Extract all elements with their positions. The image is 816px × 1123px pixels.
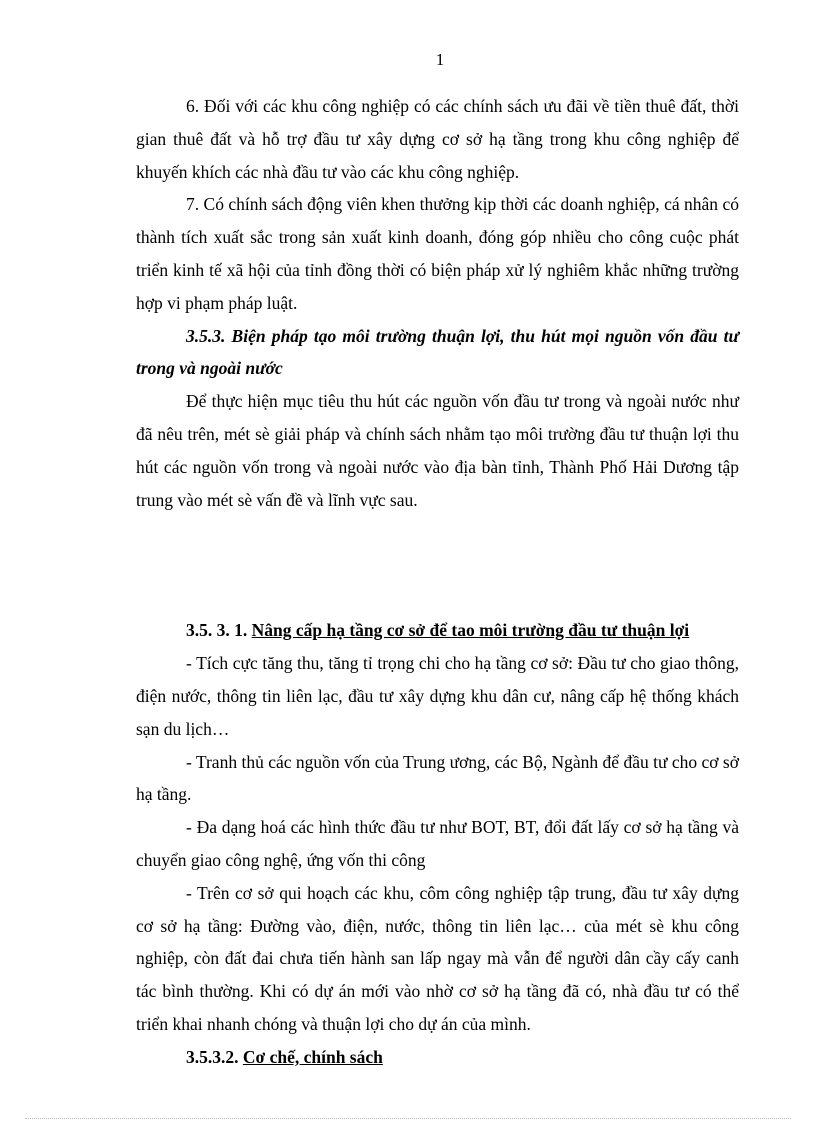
paragraph-policy-7: 7. Có chính sách động viên khen thưởng kịp thời các doanh nghiệp, cá nhân có thành tích xuất sắc trong sản xuất kinh doanh, đóng góp nhiều cho công cuộc phát triển kinh tế xã hội của tỉnh đồng thời có biện pháp xử lý nghiêm khắc những trường hợp vi phạm pháp luật. [136,194,739,313]
bullet-item-3: - Đa dạng hoá các hình thức đầu tư như BOT, BT, đổi đất lấy cơ sở hạ tầng và chuyển giao công nghệ, ứng vốn thi công [136,817,739,870]
bullet-item-1: - Tích cực tăng thu, tăng tỉ trọng chi cho hạ tầng cơ sở: Đầu tư cho giao thông, điện nước, thông tin liên lạc, đầu tư xây dựng khu dân cư, nâng cấp hệ thống khách sạn du lịch… [136,653,739,739]
subsection-title: Nâng cấp hạ tầng cơ sở để tao môi trường đầu tư thuận lợi [251,620,690,641]
bullet-item-2: - Tranh thủ các nguồn vốn của Trung ương, các Bộ, Ngành để đầu tư cho cơ sở hạ tầng. [136,751,739,805]
bullet-item-4: - Trên cơ sở qui hoạch các khu, côm công nghiệp tập trung, đầu tư xây dựng cơ sở hạ tầng: Đường vào, điện, nước, thông tin liên lạc… của mét sè khu công nghiệp, còn đất đai chưa tiến hành san lấp ngay mà vẫn để người dân cầy cấy canh tác bình thường. Khi có dự án mới vào nhờ cơ sở hạ tầng đã có, nhà đầu tư có thể triển khai nhanh chóng và thuận lợi cho dự án của mình. [136,882,739,1034]
paragraph-intro: Để thực hiện mục tiêu thu hút các nguồn vốn đầu tư trong và ngoài nước như đã nêu trên, mét sè giải pháp và chính sách nhằm tạo môi trường đầu tư thuận lợi thu hút các nguồn vốn trong và ngoài nước vào địa bàn tỉnh, Thành Phố Hải Dương tập trung vào mét sè vấn đề và lĩnh vực sau. [136,391,739,510]
paragraph-policy-6: 6. Đối với các khu công nghiệp có các chính sách ưu đãi về tiền thuê đất, thời gian thuê đất và hỗ trợ đầu tư xây dựng cơ sở hạ tầng trong khu công nghiệp để khuyến khích các nhà đầu tư vào các khu công nghiệp. [136,96,739,182]
subsection-heading-3-5-3-1 [136,614,739,647]
page-bottom-divider [25,1118,791,1119]
subsection-heading-3-5-3-2 [136,1041,739,1074]
subsection-number: 3.5.3.2. [186,1046,243,1067]
section-heading-3-5-3: 3.5.3. Biện pháp tạo môi trường thuận lợi, thu hút mọi nguồn vốn đầu tư trong và ngoài nước [136,325,739,379]
subsection-number: 3.5. 3. 1. [186,620,252,641]
blank-space [136,516,739,614]
subsection-title: Cơ chế, chính sách [242,1046,383,1067]
page-number: 1 [435,50,445,69]
document-body [136,90,739,1074]
